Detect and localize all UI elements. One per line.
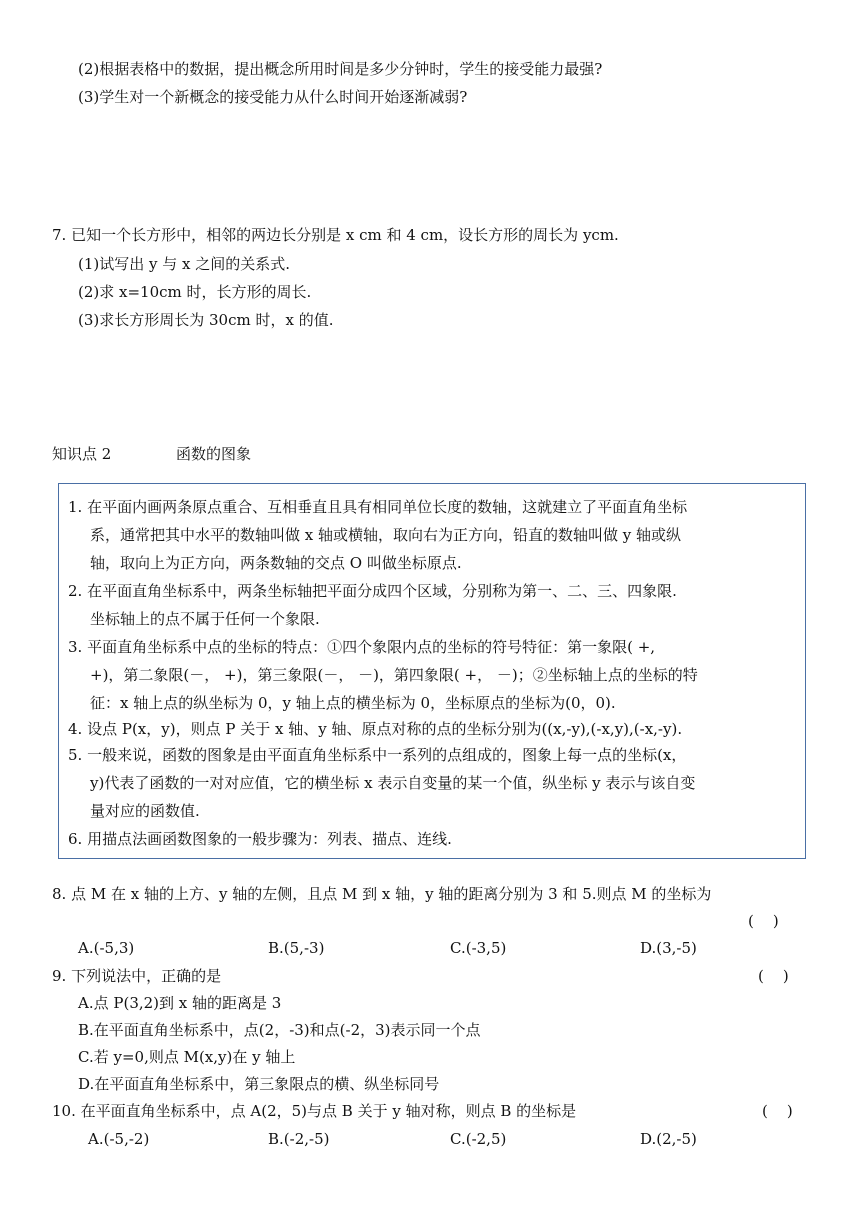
q7-stem: 7. 已知一个长方形中，相邻的两边长分别是 x cm 和 4 cm，设长方形的周长为 ycm. bbox=[52, 226, 619, 244]
knowledge-4-line1: 4. 设点 P(x，y)，则点 P 关于 x 轴、y 轴、原点对称的点的坐标分别为((x,-y),(-x,y),(-x,-y). bbox=[68, 720, 683, 738]
q6-sub2: (2)根据表格中的数据，提出概念所用时间是多少分钟时，学生的接受能力最强? bbox=[78, 60, 603, 78]
section-title: 函数的图象 bbox=[176, 445, 252, 463]
q10-option-b: B.(-2,-5) bbox=[268, 1130, 330, 1148]
q9-option-a: A.点 P(3,2)到 x 轴的距离是 3 bbox=[78, 994, 282, 1012]
knowledge-1-line2: 系，通常把其中水平的数轴叫做 x 轴或横轴，取向右为正方向，铅直的数轴叫做 y 轴或纵 bbox=[90, 526, 682, 544]
q8-stem: 8. 点 M 在 x 轴的上方、y 轴的左侧，且点 M 到 x 轴，y 轴的距离分别为 3 和 5.则点 M 的坐标为 bbox=[52, 885, 712, 903]
q10-stem: 10. 在平面直角坐标系中，点 A(2，5)与点 B 关于 y 轴对称，则点 B 的坐标是 bbox=[52, 1102, 577, 1120]
q8-option-d: D.(3,-5) bbox=[640, 939, 697, 957]
q9-answer-paren: ( ) bbox=[758, 967, 789, 985]
q10-answer-paren: ( ) bbox=[762, 1102, 793, 1120]
q6-sub3: (3)学生对一个新概念的接受能力从什么时间开始逐渐减弱? bbox=[78, 88, 468, 106]
knowledge-5-line1: 5. 一般来说，函数的图象是由平面直角坐标系中一系列的点组成的，图象上每一点的坐标(x， bbox=[68, 746, 687, 764]
knowledge-2-line1: 2. 在平面直角坐标系中，两条坐标轴把平面分成四个区域，分别称为第一、二、三、四象限. bbox=[68, 582, 677, 600]
q8-option-a: A.(-5,3) bbox=[78, 939, 135, 957]
section-label: 知识点 2 bbox=[52, 445, 112, 463]
knowledge-5-line2: y)代表了函数的一对对应值，它的横坐标 x 表示自变量的某一个值，纵坐标 y 表示与该自变 bbox=[90, 774, 696, 792]
q9-option-b: B.在平面直角坐标系中，点(2，-3)和点(-2，3)表示同一个点 bbox=[78, 1021, 481, 1039]
knowledge-5-line3: 量对应的函数值. bbox=[90, 802, 200, 820]
knowledge-1-line3: 轴，取向上为正方向，两条数轴的交点 O 叫做坐标原点. bbox=[90, 554, 462, 572]
knowledge-3-line1: 3. 平面直角坐标系中点的坐标的特点：①四个象限内点的坐标的符号特征：第一象限( +, bbox=[68, 638, 656, 656]
q8-answer-paren: ( ) bbox=[748, 912, 779, 930]
knowledge-1-line1: 1. 在平面内画两条原点重合、互相垂直且具有相同单位长度的数轴，这就建立了平面直角坐标 bbox=[68, 498, 688, 516]
q8-option-c: C.(-3,5) bbox=[450, 939, 507, 957]
knowledge-2-line2: 坐标轴上的点不属于任何一个象限. bbox=[90, 610, 320, 628]
q9-stem: 9. 下列说法中，正确的是 bbox=[52, 967, 222, 985]
q8-option-b: B.(5,-3) bbox=[268, 939, 325, 957]
knowledge-3-line2: +)，第二象限(－， +)，第三象限(－， －)，第四象限( +， －)；②坐标轴上点的坐标的特 bbox=[90, 666, 698, 684]
q10-option-c: C.(-2,5) bbox=[450, 1130, 507, 1148]
q10-option-a: A.(-5,-2) bbox=[88, 1130, 150, 1148]
q10-option-d: D.(2,-5) bbox=[640, 1130, 697, 1148]
q9-option-c: C.若 y=0,则点 M(x,y)在 y 轴上 bbox=[78, 1048, 296, 1066]
q7-sub3: (3)求长方形周长为 30cm 时，x 的值. bbox=[78, 311, 334, 329]
knowledge-3-line3: 征：x 轴上点的纵坐标为 0，y 轴上点的横坐标为 0，坐标原点的坐标为(0，0). bbox=[90, 694, 616, 712]
q7-sub1: (1)试写出 y 与 x 之间的关系式. bbox=[78, 255, 291, 273]
q7-sub2: (2)求 x=10cm 时，长方形的周长. bbox=[78, 283, 312, 301]
knowledge-6-line1: 6. 用描点法画函数图象的一般步骤为：列表、描点、连线. bbox=[68, 830, 452, 848]
q9-option-d: D.在平面直角坐标系中，第三象限点的横、纵坐标同号 bbox=[78, 1075, 440, 1093]
